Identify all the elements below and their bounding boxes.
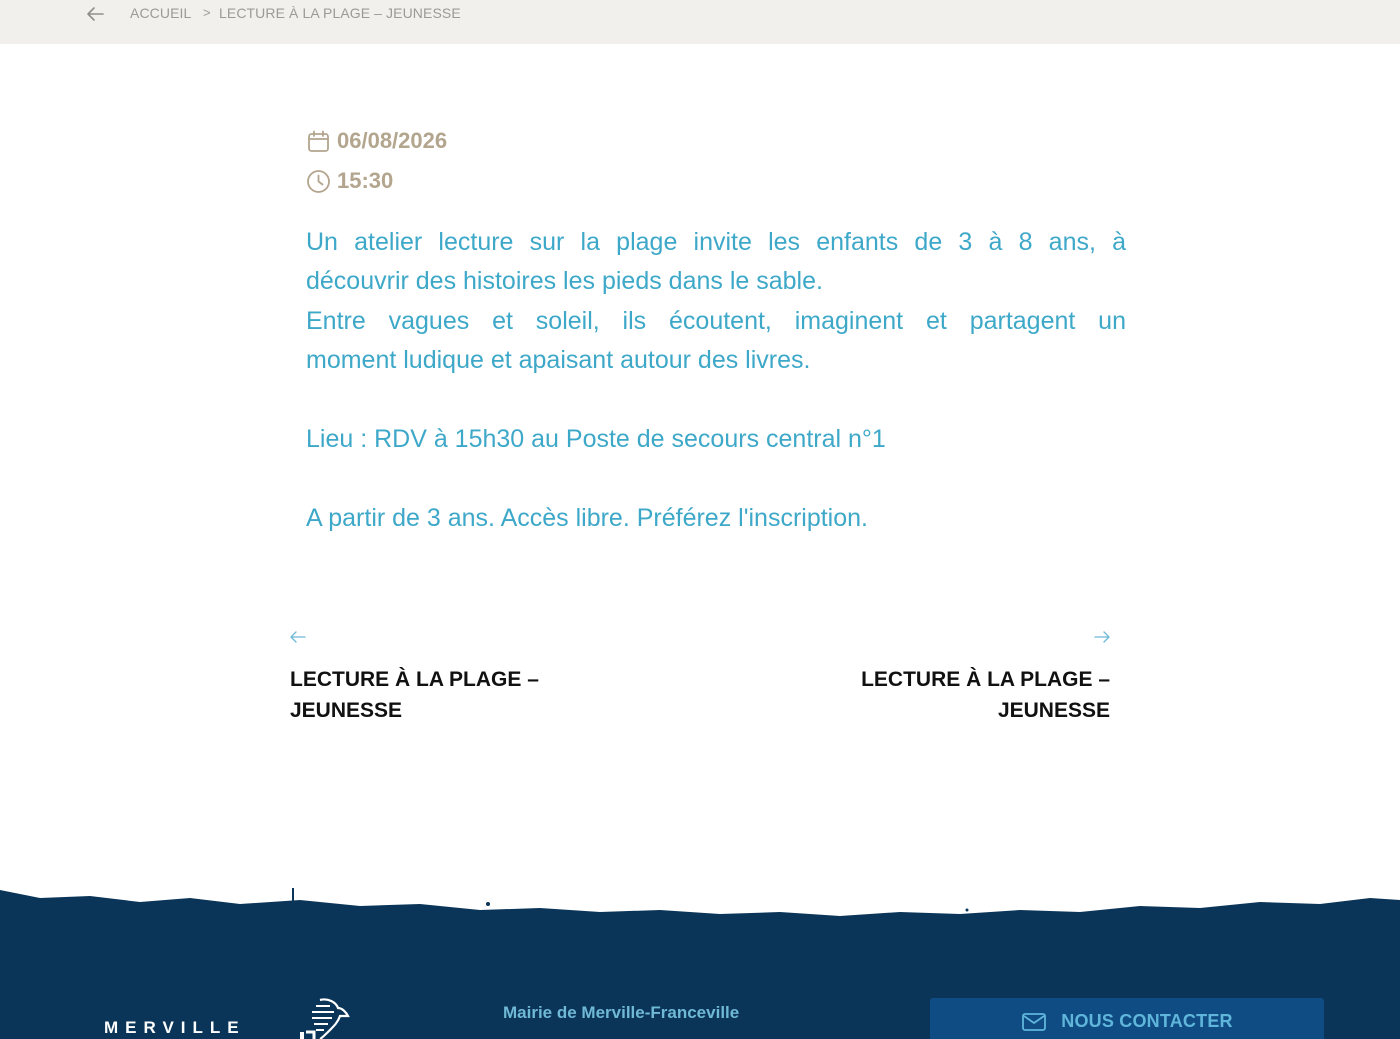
- breadcrumb-current: LECTURE À LA PLAGE – JEUNESSE: [219, 5, 461, 21]
- event-access: A partir de 3 ans. Accès libre. Préférez l'inscription.: [306, 503, 868, 532]
- breadcrumb-separator: >: [203, 5, 211, 20]
- prev-post-link[interactable]: LECTURE À LA PLAGE – JEUNESSE: [290, 668, 539, 722]
- event-time: [306, 168, 393, 194]
- description-line: Entre vagues et soleil, ils écoutent, imaginent et partagent un: [306, 306, 1126, 335]
- description-line: moment ludique et apaisant autour des livres.: [306, 346, 811, 375]
- breadcrumb-home-link[interactable]: ACCUEIL: [130, 5, 192, 21]
- next-post-link[interactable]: LECTURE À LA PLAGE – JEUNESSE: [861, 668, 1110, 722]
- description-line: Un atelier lecture sur la plage invite les enfants de 3 à 8 ans, à: [306, 228, 1126, 256]
- event-date-text: 06/08/2026: [337, 128, 448, 153]
- spacer: [306, 381, 1126, 420]
- footer-org-name: Mairie de Merville-Franceville: [503, 1003, 740, 1022]
- next-arrow-icon[interactable]: [1091, 626, 1113, 648]
- contact-button[interactable]: [930, 998, 1324, 1039]
- event-location: Lieu : RDV à 15h30 au Poste de secours central n°1: [306, 425, 886, 454]
- description-line: découvrir des histoires les pieds dans le sable.: [306, 267, 823, 296]
- footer-logo-text: MERVILLE: [104, 1018, 246, 1037]
- breadcrumb: [0, 0, 1400, 44]
- clock-icon: [306, 169, 331, 194]
- spacer: [306, 459, 1126, 498]
- seahorse-logo-icon: [300, 996, 356, 1039]
- event-time-text: 15:30: [337, 168, 394, 193]
- calendar-icon: [306, 129, 331, 154]
- event-date: [306, 128, 447, 154]
- mail-icon: [1021, 1011, 1047, 1037]
- back-arrow-icon[interactable]: [84, 3, 106, 25]
- event-description: [306, 223, 1126, 538]
- prev-arrow-icon[interactable]: [287, 626, 309, 648]
- contact-button-label: NOUS CONTACTER: [1061, 1011, 1233, 1031]
